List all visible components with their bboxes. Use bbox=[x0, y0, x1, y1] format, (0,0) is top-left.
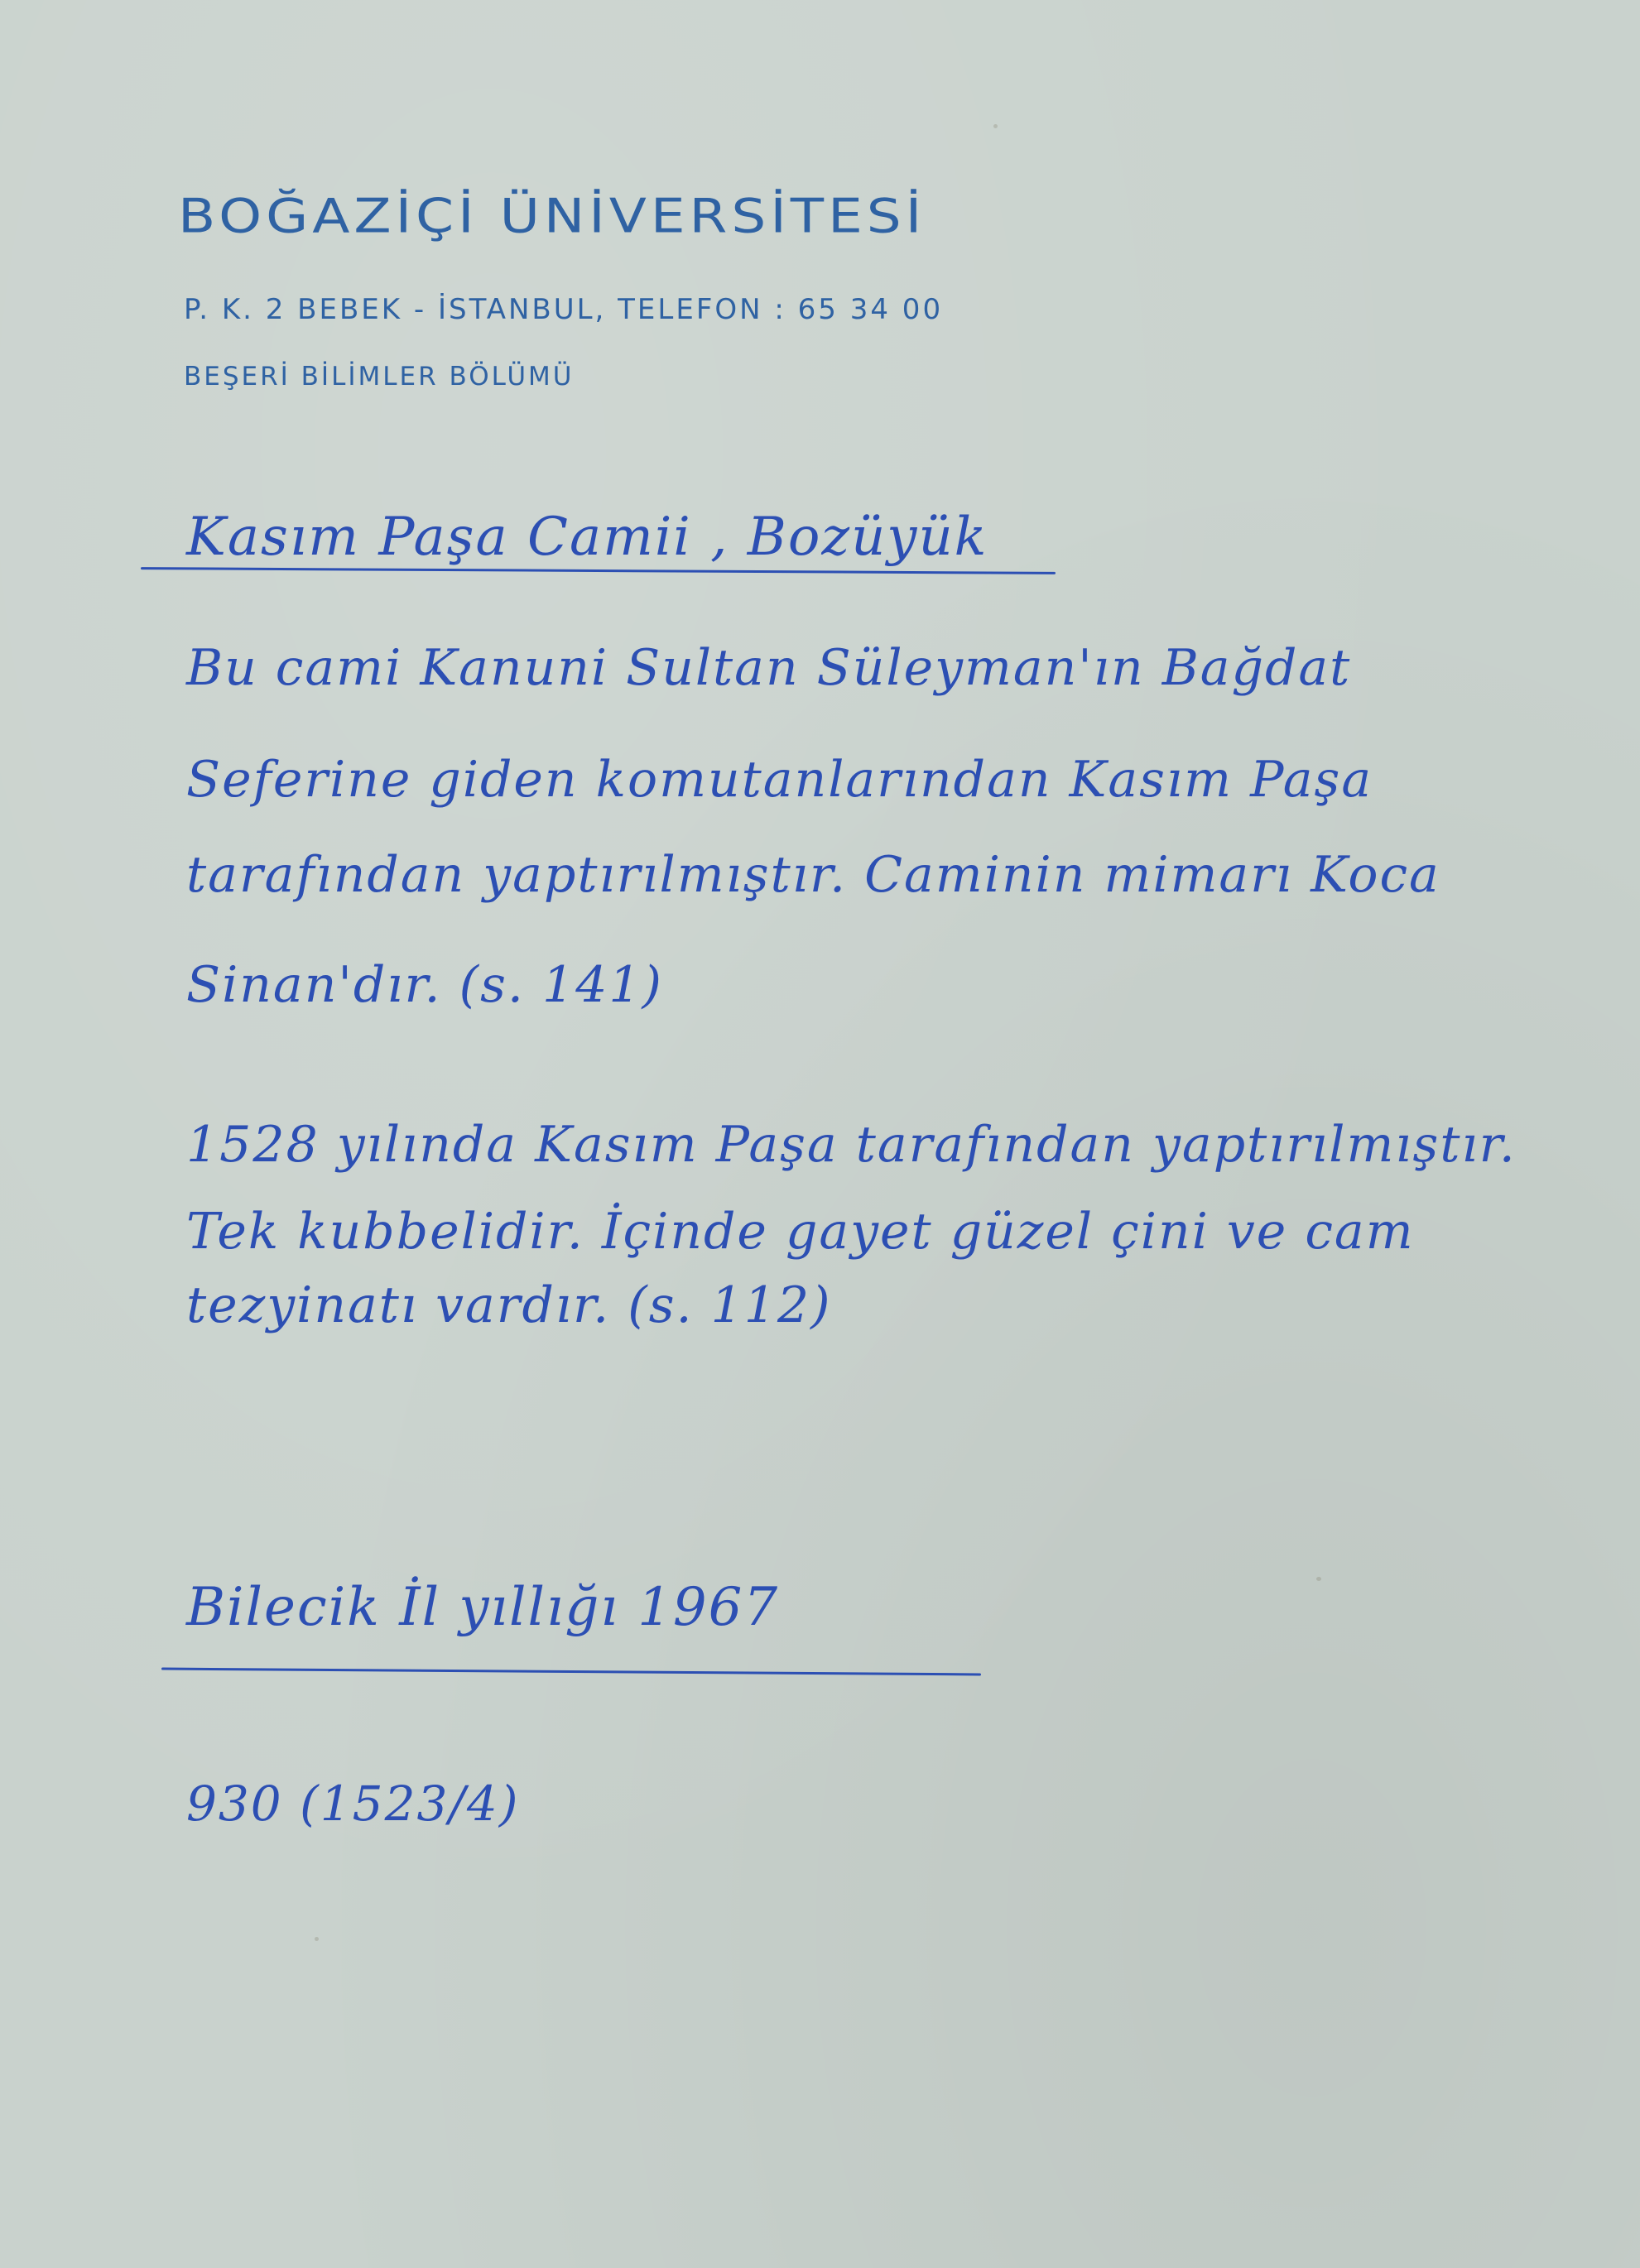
paragraph2-line: 1528 yılında Kasım Paşa tarafından yaptırılmıştır. bbox=[186, 1116, 1517, 1174]
source-heading: Bilecik İl yıllığı 1967 bbox=[186, 1577, 780, 1638]
paragraph1-line: Bu cami Kanuni Sultan Süleyman'ın Bağdat bbox=[186, 639, 1352, 697]
department-name: BEŞERİ BİLİMLER BÖLÜMÜ bbox=[184, 362, 575, 392]
institution-name: BOĞAZİÇİ ÜNİVERSİTESİ bbox=[178, 189, 926, 244]
paragraph1-line: Seferine giden komutanlarından Kasım Paşa bbox=[186, 751, 1373, 809]
paper-stain bbox=[1316, 1577, 1321, 1581]
institution-address: P. K. 2 BEBEK - İSTANBUL, TELEFON : 65 34 00 bbox=[184, 293, 944, 326]
paragraph1-line: tarafından yaptırılmıştır. Caminin mimarı Koca bbox=[186, 846, 1440, 904]
paragraph2-line: Tek kubbelidir. İçinde gayet güzel çini ve cam bbox=[186, 1203, 1415, 1261]
note-heading: Kasım Paşa Camii , Bozüyük bbox=[186, 507, 988, 568]
date-note: 930 (1523/4) bbox=[186, 1775, 520, 1832]
paragraph1-line: Sinan'dır. (s. 141) bbox=[186, 956, 663, 1014]
paper-stain bbox=[993, 124, 998, 128]
paragraph2-line: tezyinatı vardır. (s. 112) bbox=[186, 1276, 832, 1334]
heading-underline bbox=[141, 567, 1056, 574]
paper-stain bbox=[315, 1937, 319, 1941]
source-underline bbox=[161, 1668, 981, 1676]
